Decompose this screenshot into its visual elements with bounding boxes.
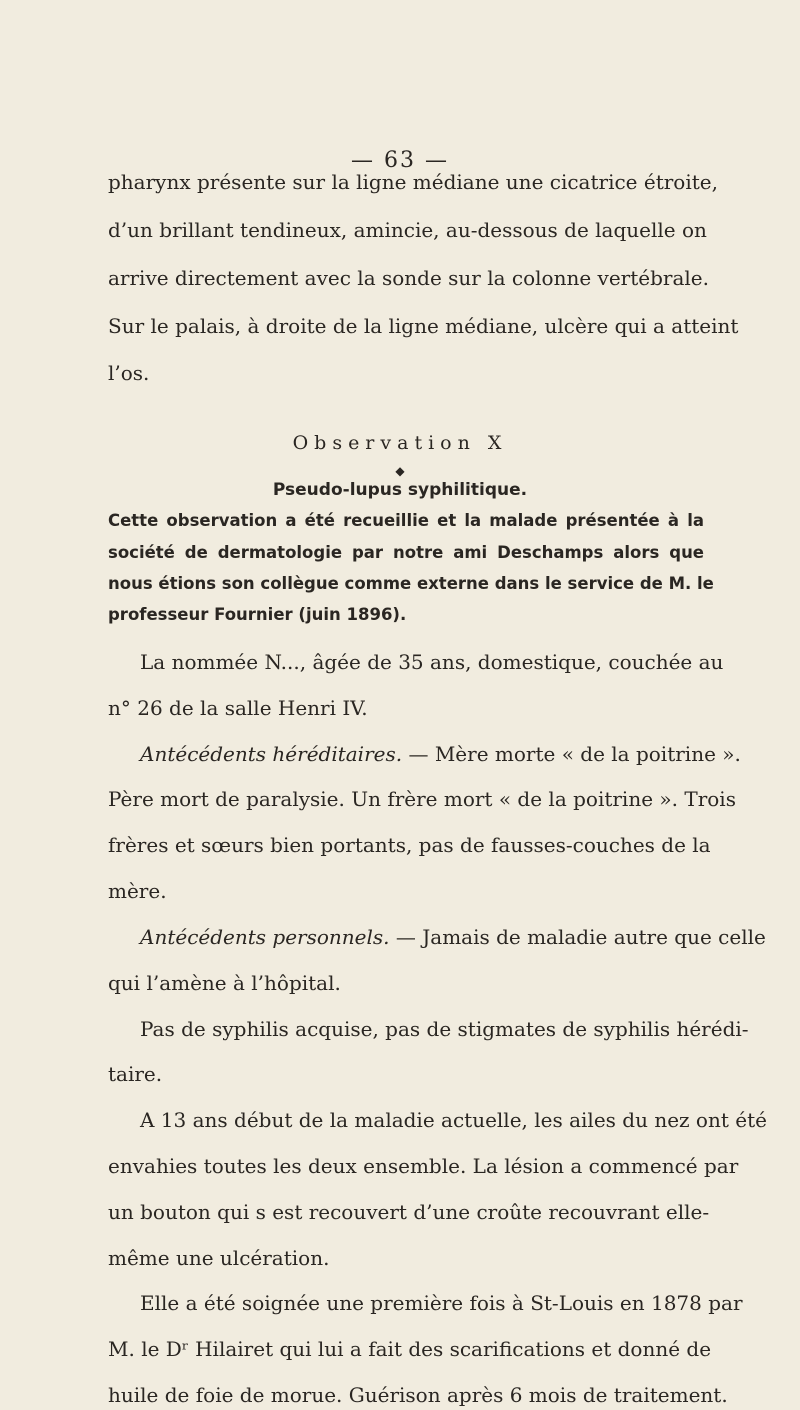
text-line: n° 26 de la salle Henri IV. <box>108 696 368 720</box>
inline-text: — Jamais de maladie autre que celle <box>389 925 766 949</box>
text-line <box>140 742 741 766</box>
text-line: pharynx présente sur la ligne médiane une cicatrice étroite, <box>108 170 718 194</box>
intro-line: nous étions son collègue comme externe dans le service de M. le <box>108 574 714 593</box>
text-line: Père mort de paralysie. Un frère mort « de la poitrine ». Trois <box>108 787 736 811</box>
page-number: — 63 — <box>351 148 449 173</box>
intro-line: Cette observation a été recueillie et la malade présentée à la <box>108 511 704 530</box>
text-line: M. le Dʳ Hilairet qui lui a fait des scarifications et donné de <box>108 1337 712 1361</box>
observation-title: Observation X <box>292 432 508 454</box>
intro-line: société de dermatologie par notre ami Deschamps alors que <box>108 543 704 562</box>
intro-line: professeur Fournier (juin 1896). <box>108 605 407 624</box>
section-label: Antécédents personnels. <box>140 925 390 949</box>
text-line: d’un brillant tendineux, amincie, au-dessous de laquelle on <box>108 218 707 242</box>
text-line: A 13 ans début de la maladie actuelle, les ailes du nez ont été <box>140 1108 767 1132</box>
text-line: La nommée N..., âgée de 35 ans, domestique, couchée au <box>140 650 724 674</box>
text-line: mère. <box>108 879 167 903</box>
text-line: huile de foie de morue. Guérison après 6 mois de traitement. <box>108 1383 728 1407</box>
text-line: envahies toutes les deux ensemble. La lésion a commencé par <box>108 1154 739 1178</box>
text-line: frères et sœurs bien portants, pas de fausses-couches de la <box>108 833 711 857</box>
ornament-icon: ◆ <box>395 464 405 478</box>
text-line: qui l’amène à l’hôpital. <box>108 971 341 995</box>
text-line: Sur le palais, à droite de la ligne médiane, ulcère qui a atteint <box>108 314 739 338</box>
text-line: l’os. <box>108 361 150 385</box>
inline-text: — Mère morte « de la poitrine ». <box>402 742 741 766</box>
text-line: un bouton qui s est recouvert d’une croûte recouvrant elle- <box>108 1200 710 1224</box>
text-line: taire. <box>108 1062 163 1086</box>
text-line: même une ulcération. <box>108 1246 330 1270</box>
observation-subtitle: Pseudo-lupus syphilitique. <box>272 480 528 500</box>
text-line <box>140 925 766 949</box>
text-line: arrive directement avec la sonde sur la colonne vertébrale. <box>108 266 709 290</box>
section-label: Antécédents héréditaires. <box>140 742 403 766</box>
text-line: Elle a été soignée une première fois à St-Louis en 1878 par <box>140 1291 743 1315</box>
text-line: Pas de syphilis acquise, pas de stigmates de syphilis hérédi- <box>140 1017 749 1041</box>
